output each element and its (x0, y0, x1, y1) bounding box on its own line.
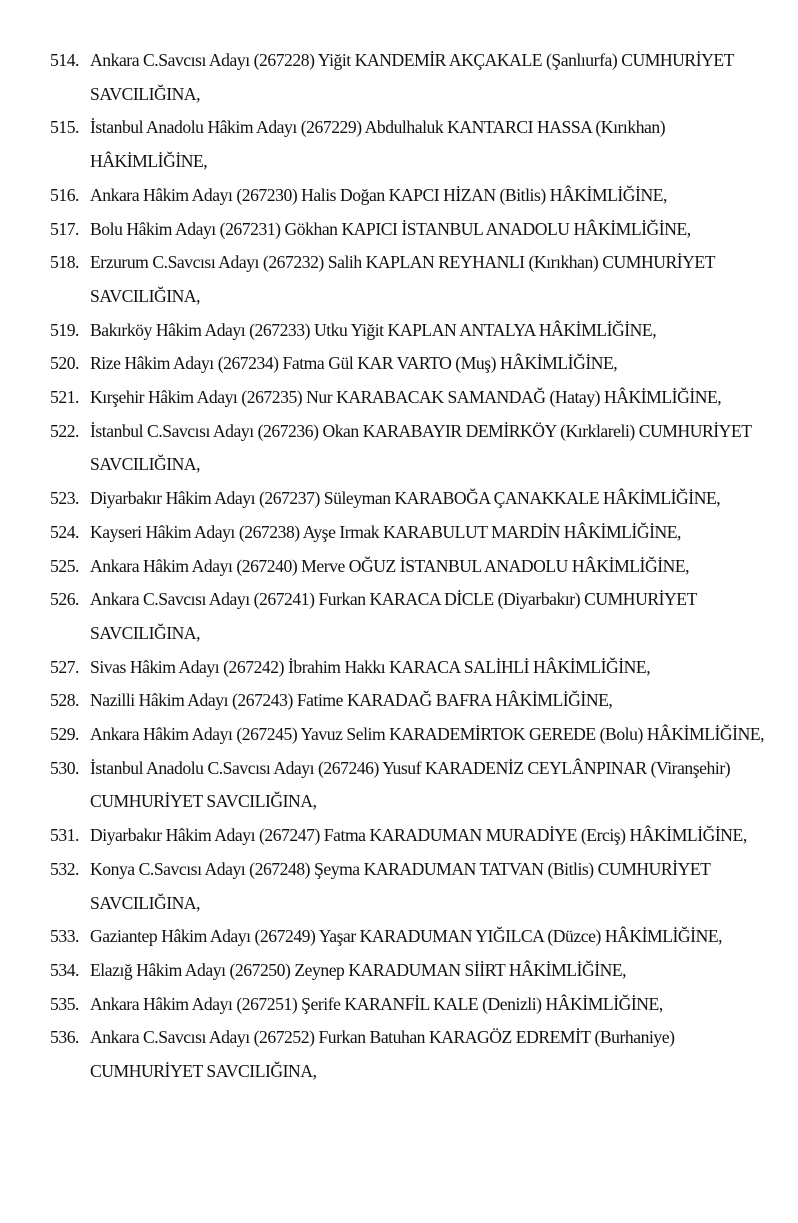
list-item (50, 314, 790, 348)
item-text-line: Diyarbakır Hâkim Adayı (267247) Fatma KARADUMAN MURADİYE (Erciş) HÂKİMLİĞİNE, (90, 825, 747, 846)
appointment-list (50, 44, 790, 1089)
item-number: 522. (50, 420, 79, 441)
item-text-line: Bakırköy Hâkim Adayı (267233) Utku Yiğit KAPLAN ANTALYA HÂKİMLİĞİNE, (90, 319, 657, 340)
item-number: 534. (50, 959, 79, 980)
item-text-line: SAVCILIĞINA, (90, 892, 201, 913)
item-text-line: Kırşehir Hâkim Adayı (267235) Nur KARABACAK SAMANDAĞ (Hatay) HÂKİMLİĞİNE, (90, 387, 722, 408)
item-number: 535. (50, 993, 79, 1014)
item-text-line: Ankara C.Savcısı Adayı (267241) Furkan KARACA DİCLE (Diyarbakır) CUMHURİYET (90, 589, 697, 610)
item-number: 530. (50, 757, 79, 778)
item-text-line: İstanbul C.Savcısı Adayı (267236) Okan KARABAYIR DEMİRKÖY (Kırklareli) CUMHURİYET (90, 420, 752, 441)
item-text-line: HÂKİMLİĞİNE, (90, 151, 208, 172)
item-text-line: Sivas Hâkim Adayı (267242) İbrahim Hakkı KARACA SALİHLİ HÂKİMLİĞİNE, (90, 656, 651, 677)
item-text-line: İstanbul Anadolu C.Savcısı Adayı (267246) Yusuf KARADENİZ CEYLÂNPINAR (Viranşehir) (90, 757, 731, 778)
item-text-line: Ankara Hâkim Adayı (267251) Şerife KARANFİL KALE (Denizli) HÂKİMLİĞİNE, (90, 993, 663, 1014)
list-item (50, 920, 790, 954)
list-item (50, 954, 790, 988)
list-item (50, 1021, 790, 1088)
item-number: 526. (50, 589, 79, 610)
list-item (50, 111, 790, 178)
item-text-line: SAVCILIĞINA, (90, 285, 201, 306)
item-text-line: Ankara Hâkim Adayı (267240) Merve OĞUZ İSTANBUL ANADOLU HÂKİMLİĞİNE, (90, 555, 690, 576)
item-number: 515. (50, 117, 79, 138)
item-number: 514. (50, 50, 79, 70)
list-item (50, 415, 790, 482)
item-number: 524. (50, 521, 79, 542)
item-number: 529. (50, 724, 79, 745)
item-text-line: SAVCILIĞINA, (90, 622, 201, 643)
list-item (50, 347, 790, 381)
item-text-line: Ankara C.Savcısı Adayı (267228) Yiğit KANDEMİR AKÇAKALE (Şanlıurfa) CUMHURİYET (90, 50, 734, 70)
list-item (50, 213, 790, 247)
list-item (50, 819, 790, 853)
list-item (50, 752, 790, 819)
item-number: 528. (50, 690, 79, 711)
item-text-line: Gaziantep Hâkim Adayı (267249) Yaşar KARADUMAN YIĞILCA (Düzce) HÂKİMLİĞİNE, (90, 926, 723, 947)
item-number: 533. (50, 926, 79, 947)
item-number: 523. (50, 488, 79, 509)
item-text-line: Diyarbakır Hâkim Adayı (267237) Süleyman KARABOĞA ÇANAKKALE HÂKİMLİĞİNE, (90, 488, 721, 509)
item-number: 525. (50, 555, 79, 576)
list-item (50, 684, 790, 718)
item-number: 518. (50, 252, 79, 273)
item-number: 516. (50, 184, 79, 205)
item-number: 521. (50, 387, 79, 408)
item-number: 527. (50, 656, 79, 677)
item-number: 536. (50, 1027, 79, 1048)
list-item (50, 583, 790, 650)
item-number: 532. (50, 858, 79, 879)
list-item (50, 44, 790, 111)
list-item (50, 988, 790, 1022)
list-item (50, 718, 790, 752)
item-text-line: Rize Hâkim Adayı (267234) Fatma Gül KAR VARTO (Muş) HÂKİMLİĞİNE, (90, 353, 618, 374)
item-number: 531. (50, 825, 79, 846)
list-item (50, 246, 790, 313)
item-text-line: Ankara C.Savcısı Adayı (267252) Furkan Batuhan KARAGÖZ EDREMİT (Burhaniye) (90, 1027, 675, 1048)
list-item (50, 550, 790, 584)
list-item (50, 179, 790, 213)
item-text-line: İstanbul Anadolu Hâkim Adayı (267229) Abdulhaluk KANTARCI HASSA (Kırıkhan) (90, 117, 666, 138)
item-text-line: Ankara Hâkim Adayı (267230) Halis Doğan KAPCI HİZAN (Bitlis) HÂKİMLİĞİNE, (90, 184, 667, 205)
item-text-line: CUMHURİYET SAVCILIĞINA, (90, 791, 317, 812)
item-text-line: Elazığ Hâkim Adayı (267250) Zeynep KARADUMAN SİİRT HÂKİMLİĞİNE, (90, 959, 627, 980)
item-text-line: Nazilli Hâkim Adayı (267243) Fatime KARADAĞ BAFRA HÂKİMLİĞİNE, (90, 690, 613, 711)
item-text-line: Erzurum C.Savcısı Adayı (267232) Salih KAPLAN REYHANLI (Kırıkhan) CUMHURİYET (90, 252, 715, 273)
item-text-line: Konya C.Savcısı Adayı (267248) Şeyma KARADUMAN TATVAN (Bitlis) CUMHURİYET (90, 858, 711, 879)
item-number: 517. (50, 218, 79, 239)
item-text-line: SAVCILIĞINA, (90, 454, 201, 475)
item-text-line: Bolu Hâkim Adayı (267231) Gökhan KAPICI İSTANBUL ANADOLU HÂKİMLİĞİNE, (90, 218, 691, 239)
item-text-line: CUMHURİYET SAVCILIĞINA, (90, 1061, 317, 1082)
list-item (50, 482, 790, 516)
item-text-line: Kayseri Hâkim Adayı (267238) Ayşe Irmak KARABULUT MARDİN HÂKİMLİĞİNE, (90, 521, 682, 542)
item-number: 519. (50, 319, 79, 340)
item-text-line: Ankara Hâkim Adayı (267245) Yavuz Selim KARADEMİRTOK GEREDE (Bolu) HÂKİMLİĞİNE, (90, 724, 765, 745)
list-item (50, 516, 790, 550)
list-item (50, 651, 790, 685)
list-item (50, 853, 790, 920)
item-text-line: SAVCILIĞINA, (90, 83, 201, 104)
item-number: 520. (50, 353, 79, 374)
list-item (50, 381, 790, 415)
